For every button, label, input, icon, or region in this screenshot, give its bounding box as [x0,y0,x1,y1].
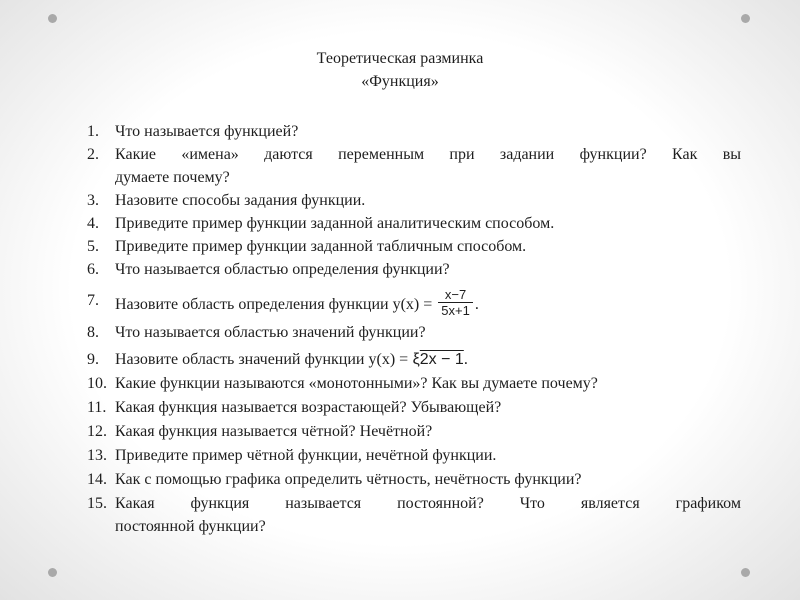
corner-dot-top-right [741,14,750,23]
corner-dot-bottom-left [48,568,57,577]
question-text: Приведите пример функции заданной аналитическим способом. [115,215,555,232]
question-number: 12. [87,423,107,440]
question-text-with-formula [115,349,741,371]
question-text: Какая функция называется возрастающей? Убывающей? [115,399,502,416]
question-number: 14. [87,471,107,488]
question-number: 5. [87,238,99,255]
corner-dot-bottom-right [741,568,750,577]
question-number: 7. [87,292,99,309]
question-text-with-formula [115,287,741,321]
question-text: Какие функции называются «монотонными»? Как вы думаете почему? [115,375,598,392]
question-text-line2: думаете почему? [115,169,230,186]
question-number: 2. [87,146,99,163]
question-number: 8. [87,324,99,341]
slide-subtitle: «Функция» [361,73,439,90]
question-text: Какая функция называется чётной? Нечётной? [115,423,433,440]
question-text: Назовите область определения функции у(х) = [115,296,433,314]
root-radicand: 2x − 1 [419,351,464,368]
question-number: 10. [87,375,107,392]
question-text-line2: постоянной функции? [115,518,266,535]
question-number: 3. [87,192,99,209]
question-text: Что называется областью определения функции? [115,261,450,278]
question-text: Назовите способы задания функции. [115,192,366,209]
corner-dot-top-left [48,14,57,23]
question-number: 11. [87,399,107,416]
question-number: 1. [87,123,99,140]
question-text-line1: Какие «имена» даются переменным при задании функции? Как вы [115,146,741,163]
root-symbol: ξ [408,351,420,368]
fraction-denominator: 5x+1 [441,303,470,318]
question-text: Что называется областью значений функции? [115,324,426,341]
question-number: 4. [87,215,99,232]
question-text: Приведите пример функции заданной табличным способом. [115,238,527,255]
question-text: Как с помощью графика определить чётность, нечётность функции? [115,471,582,488]
slide-title: Теоретическая разминка [316,50,484,67]
fraction-formula [438,287,473,318]
formula-tail: . [463,351,468,368]
question-number: 13. [87,447,107,464]
fraction-numerator: x−7 [438,287,473,303]
question-number: 9. [87,351,99,368]
formula-tail: . [474,296,479,314]
question-number: 6. [87,261,99,278]
question-text: Приведите пример чётной функции, нечётной функции. [115,447,497,464]
question-text: Что называется функцией? [115,123,299,140]
question-number: 15. [87,495,107,512]
question-text-line1: Какая функция называется постоянной? Что является графиком [115,495,741,512]
question-text: Назовите область значений функции у(х) = [115,351,409,368]
